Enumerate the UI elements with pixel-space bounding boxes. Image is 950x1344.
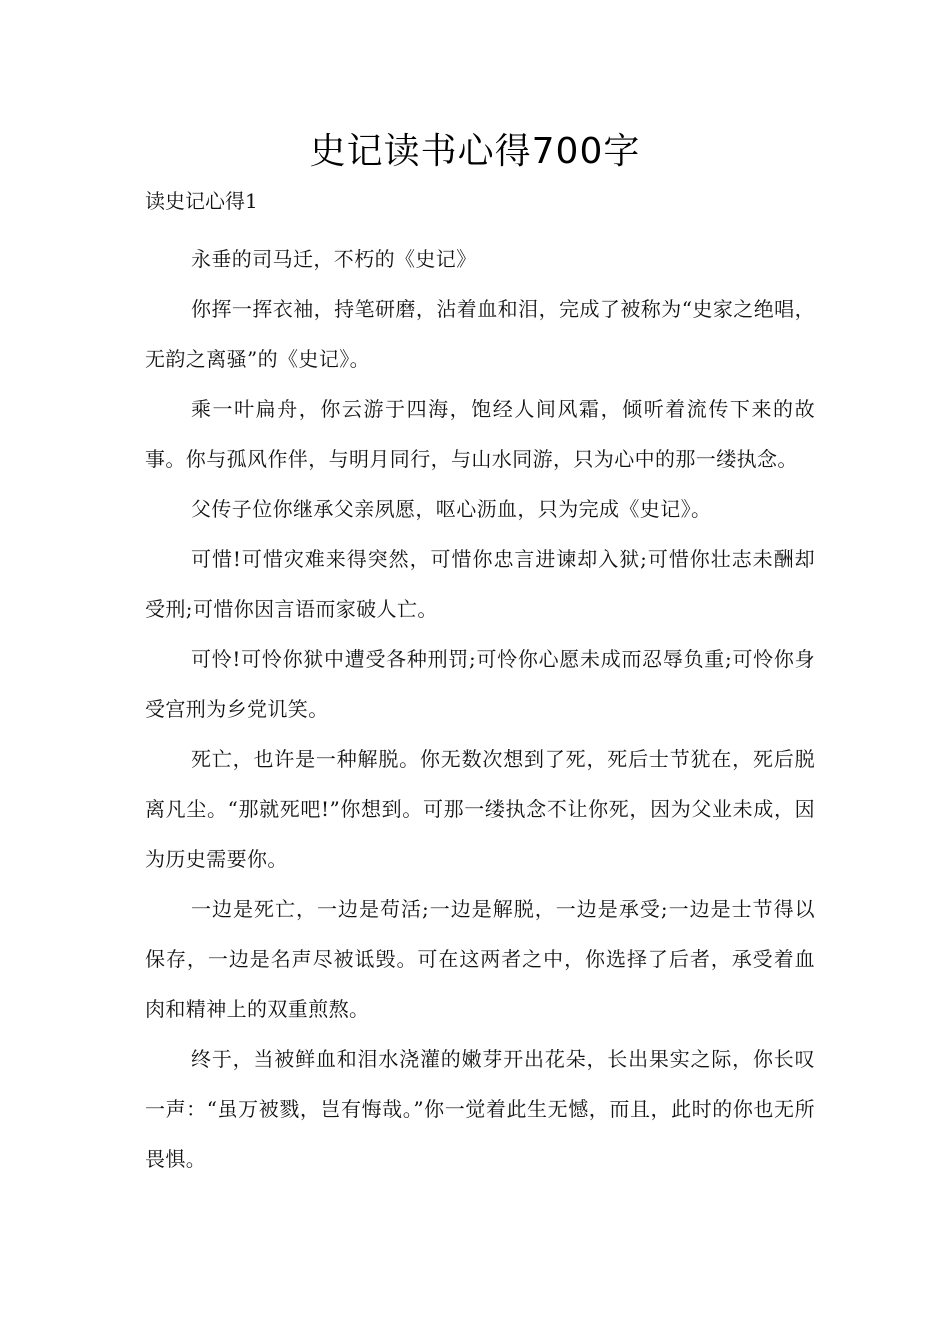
document-body: [145, 234, 815, 1184]
paragraph-8: 一边是死亡，一边是苟活;一边是解脱，一边是承受;一边是士节得以保存，一边是名声尽被诋毁。可在这两者之中，你选择了后者，承受着血肉和精神上的双重煎熬。: [145, 897, 815, 1021]
paragraph-1: 永垂的司马迁，不朽的《史记》: [191, 247, 477, 271]
paragraph-4: 父传子位你继承父亲夙愿，呕心沥血，只为完成《史记》。: [191, 497, 712, 521]
document-subtitle: 读史记心得1: [145, 189, 258, 213]
paragraph-3: 乘一叶扁舟，你云游于四海，饱经人间风霜，倾听着流传下来的故事。你与孤风作伴，与明月同行，与山水同游，只为心中的那一缕执念。: [145, 397, 815, 471]
paragraph-9: 终于，当被鲜血和泪水浇灌的嫩芽开出花朵，长出果实之际，你长叹一声：“虽万被戮，岂有悔哉。”你一觉着此生无憾，而且，此时的你也无所畏惧。: [145, 1047, 815, 1171]
paragraph-6: 可怜!可怜你狱中遭受各种刑罚;可怜你心愿未成而忍辱负重;可怜你身受宫刑为乡党讥笑。: [145, 647, 815, 721]
paragraph-7: 死亡，也许是一种解脱。你无数次想到了死，死后士节犹在，死后脱离凡尘。“那就死吧!”你想到。可那一缕执念不让你死，因为父业未成，因为历史需要你。: [145, 747, 815, 871]
paragraph-2: 你挥一挥衣袖，持笔研磨，沾着血和泪，完成了被称为“史家之绝唱，无韵之离骚”的《史记》。: [145, 297, 815, 371]
document-title: 史记读书心得700字: [309, 131, 641, 172]
paragraph-5: 可惜!可惜灾难来得突然，可惜你忠言进谏却入狱;可惜你壮志未酬却受刑;可惜你因言语而家破人亡。: [145, 547, 815, 621]
